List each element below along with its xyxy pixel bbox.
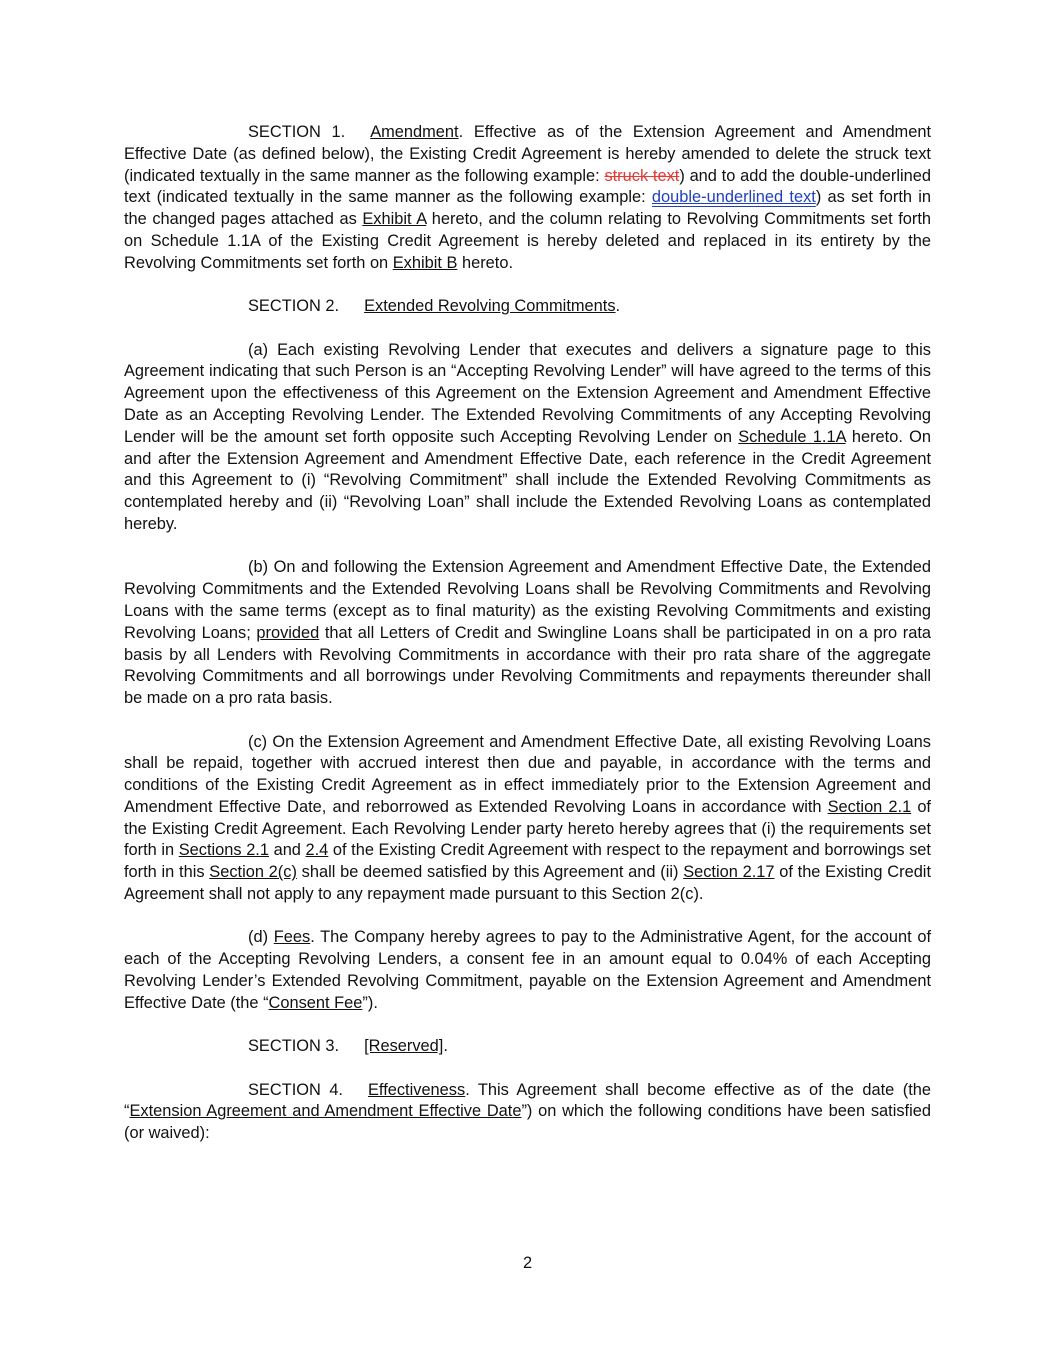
text-run: hereto. On and after the Extension Agreement and Amendment Effective Date, each reference in the Credit Agreement and this Agreement to (i) “Revolving Commitment” shall include the Extended Revolving Commitments as contemplated hereby and (ii) “Revolving Loan” shall include the Extended Revolving Loans as contemplated hereby. — [124, 427, 931, 533]
section-2c-paragraph — [124, 732, 931, 906]
text-run: ) and to add the double-underlined text (indicated textually in the same manner as the following example: — [124, 166, 932, 207]
section-3-label: SECTION 3. — [248, 1037, 340, 1056]
text-run: . This Agreement shall become effective as of the date (the “ — [124, 1080, 932, 1121]
text-run: ) as set forth in the changed pages attached as — [124, 188, 932, 229]
section-1-title: Amendment — [370, 123, 459, 141]
section-3-title: [Reserved] — [364, 1037, 444, 1056]
provided-term: provided — [256, 623, 320, 642]
section-2-heading — [124, 296, 931, 318]
section-2d-paragraph — [124, 927, 931, 1014]
section-reference: Section 2(c) — [209, 863, 297, 882]
exhibit-a-reference: Exhibit A — [362, 210, 427, 229]
section-reference: 2.4 — [305, 841, 329, 860]
section-1-label: SECTION 1. — [248, 123, 346, 141]
text-run: of the Existing Credit Agreement with respect to the repayment and borrowings set forth in this — [124, 841, 931, 882]
text-run: and — [268, 841, 306, 860]
section-reference: Section 2.17 — [683, 863, 775, 882]
text-run: of the Existing Credit Agreement shall not apply to any repayment made pursuant to this Section 2(c). — [124, 863, 932, 904]
exhibit-b-reference: Exhibit B — [392, 253, 458, 272]
fees-term: Fees — [273, 928, 311, 947]
section-2a-paragraph — [124, 340, 931, 536]
page-number: 2 — [522, 1254, 533, 1272]
text-run: . — [443, 1037, 448, 1056]
text-run: that all Letters of Credit and Swingline Loans shall be participated in on a pro rata basis by all Lenders with Revolving Commitments in accordance with their pro rata share of the aggregate Revolving Commitments and all borrowings under Revolving Commitments and repayments thereunder shall be made on a pro rata basis. — [124, 623, 931, 708]
consent-fee-term: Consent Fee — [268, 993, 363, 1012]
text-run: . Effective as of the Extension Agreement and Amendment Effective Date (as defined below), the Existing Credit Agreement is hereby amended to delete the struck text (indicated textually in the same manner as the following example: — [124, 123, 931, 185]
text-run: (c) On the Extension Agreement and Amendment Effective Date, all existing Revolving Loans shall be repaid, together with accrued interest then due and payable, in accordance with the terms and conditions of the Existing Credit Agreement as in effect immediately prior to the Extension Agreement and Amendment Effective Date, and reborrowed as Extended Revolving Loans in accordance with — [124, 732, 931, 816]
section-3-heading — [124, 1036, 931, 1058]
text-run: of the Existing Credit Agreement. Each Revolving Lender party hereto hereby agrees that (i) the requirements set forth in — [124, 797, 931, 860]
section-1-paragraph — [124, 122, 931, 275]
section-4-title: Effectiveness — [368, 1080, 466, 1099]
section-4-label: SECTION 4. — [248, 1080, 343, 1099]
document-body — [124, 122, 931, 1167]
text-run: . — [615, 297, 621, 316]
text-run: shall be deemed satisfied by this Agreement and (ii) — [296, 863, 684, 882]
text-run: hereto. — [457, 253, 514, 272]
text-run: hereto, and the column relating to Revolving Commitments set forth on Schedule 1.1A of the Existing Credit Agreement is hereby deleted and replaced in its entirety by the Revolving Commitments set forth on — [124, 210, 932, 272]
text-run: (b) On and following the Extension Agreement and Amendment Effective Date, the Extended Revolving Commitments and the Extended Revolving Loans shall be Revolving Commitments and Revolving Loans with the same terms (except as to final maturity) as the existing Revolving Commitments and existing Revolving Loans; — [124, 558, 931, 642]
schedule-reference: Schedule 1.1A — [738, 427, 846, 446]
text-run: (a) Each existing Revolving Lender that executes and delivers a signature page to this Agreement indicating that such Person is an “Accepting Revolving Lender” will have agreed to the terms of this Agreement upon the effectiveness of this Agreement on the Extension Agreement and Amendment Effective Date as an Accepting Revolving Lender. The Extended Revolving Commitments of any Accepting Revolving Lender will be the amount set forth opposite such Accepting Revolving Lender on — [124, 340, 931, 446]
section-2-label: SECTION 2. — [248, 297, 340, 316]
section-2-title: Extended Revolving Commitments — [364, 297, 616, 316]
section-2b-paragraph — [124, 557, 931, 710]
effective-date-definition: Extension Agreement and Amendment Effective Date — [129, 1102, 522, 1121]
text-run: (d) — [248, 928, 274, 947]
double-underlined-example: double-underlined text — [651, 188, 816, 207]
text-run: . The Company hereby agrees to pay to the Administrative Agent, for the account of each of the Accepting Revolving Lenders, a consent fee in an amount equal to 0.04% of each Accepting Revolving Lender’s Extended Revolving Commitment, payable on the Extension Agreement and Amendment Effective Date (the “ — [124, 928, 932, 1012]
text-run: ”). — [362, 993, 378, 1012]
section-reference: Sections 2.1 — [178, 841, 269, 860]
text-run: ”) on which the following conditions have been satisfied (or waived): — [124, 1102, 931, 1143]
section-4-paragraph — [124, 1080, 931, 1145]
section-reference: Section 2.1 — [827, 797, 912, 816]
struck-text-example: struck text — [604, 166, 680, 185]
